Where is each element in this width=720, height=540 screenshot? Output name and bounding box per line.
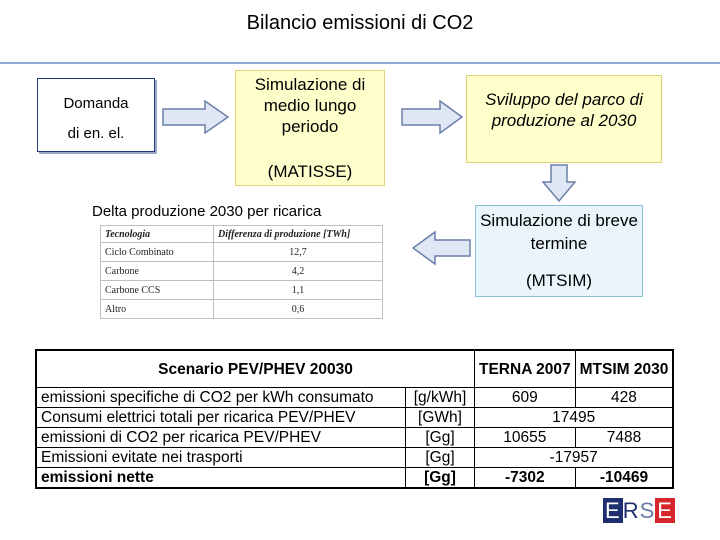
row-merged: 17495 xyxy=(475,408,674,428)
row-mtsim: -10469 xyxy=(575,468,673,489)
delta-table xyxy=(100,225,383,319)
delta-cell: 0,6 xyxy=(214,300,383,319)
row-unit: [Gg] xyxy=(406,448,475,468)
scenario-table xyxy=(35,349,674,489)
logo-letter: E xyxy=(605,498,621,523)
arrow-left xyxy=(413,232,470,264)
logo-letter: E xyxy=(657,498,673,523)
row-desc: emissioni nette xyxy=(36,468,406,489)
row-desc: Emissioni evitate nei trasporti xyxy=(36,448,406,468)
delta-cell: 12,7 xyxy=(214,243,383,262)
row-unit: [g/kWh] xyxy=(406,388,475,408)
row-desc: emissioni specifiche di CO2 per kWh consumato xyxy=(36,388,406,408)
col-mtsim: MTSIM 2030 xyxy=(575,350,673,388)
row-desc: emissioni di CO2 per ricarica PEV/PHEV xyxy=(36,428,406,448)
mtsim-sub: (MTSIM) xyxy=(525,271,593,290)
delta-cell: Ciclo Combinato xyxy=(101,243,214,262)
scenario-title: Scenario PEV/PHEV 20030 xyxy=(36,350,475,388)
logo-letter: R xyxy=(622,498,640,523)
delta-cell: Carbone CCS xyxy=(101,281,214,300)
matisse-label: Simulazione di medio lungo periodo xyxy=(254,75,366,136)
row-unit: [Gg] xyxy=(406,428,475,448)
row-desc: Consumi elettrici totali per ricarica PEV/PHEV xyxy=(36,408,406,428)
slide-title: Bilancio emissioni di CO2 xyxy=(246,12,474,34)
arrow-right-1 xyxy=(163,101,228,133)
arrow-right-2 xyxy=(402,101,462,133)
row-mtsim: 428 xyxy=(575,388,673,408)
domanda-line2: di en. el. xyxy=(67,125,125,142)
table-row xyxy=(101,281,383,300)
row-terna: 10655 xyxy=(475,428,576,448)
table-row xyxy=(36,388,673,408)
sviluppo-label: Sviluppo del parco di produzione al 2030 xyxy=(485,90,643,130)
table-row xyxy=(36,428,673,448)
matisse-sub: (MATISSE) xyxy=(267,162,353,181)
delta-title: Delta produzione 2030 per ricarica xyxy=(92,203,322,220)
row-unit: [GWh] xyxy=(406,408,475,428)
delta-header-diff: Differenza di produzione [TWh] xyxy=(214,226,383,243)
delta-header-tech: Tecnologia xyxy=(101,226,214,243)
delta-cell: Altro xyxy=(101,300,214,319)
erse-logo xyxy=(603,498,675,524)
delta-cell: 1,1 xyxy=(214,281,383,300)
table-row xyxy=(101,300,383,319)
table-row xyxy=(36,448,673,468)
table-row xyxy=(101,262,383,281)
row-terna: 609 xyxy=(475,388,576,408)
row-unit: [Gg] xyxy=(406,468,475,489)
table-row xyxy=(101,243,383,262)
domanda-line1: Domanda xyxy=(63,95,129,112)
arrow-down xyxy=(543,165,575,201)
table-row xyxy=(36,468,673,489)
table-row xyxy=(36,408,673,428)
delta-cell: 4,2 xyxy=(214,262,383,281)
row-terna: -7302 xyxy=(475,468,576,489)
row-mtsim: 7488 xyxy=(575,428,673,448)
mtsim-label: Simulazione di breve termine xyxy=(480,211,638,253)
row-merged: -17957 xyxy=(475,448,674,468)
col-terna: TERNA 2007 xyxy=(475,350,576,388)
delta-cell: Carbone xyxy=(101,262,214,281)
logo-letter: S xyxy=(639,498,656,523)
